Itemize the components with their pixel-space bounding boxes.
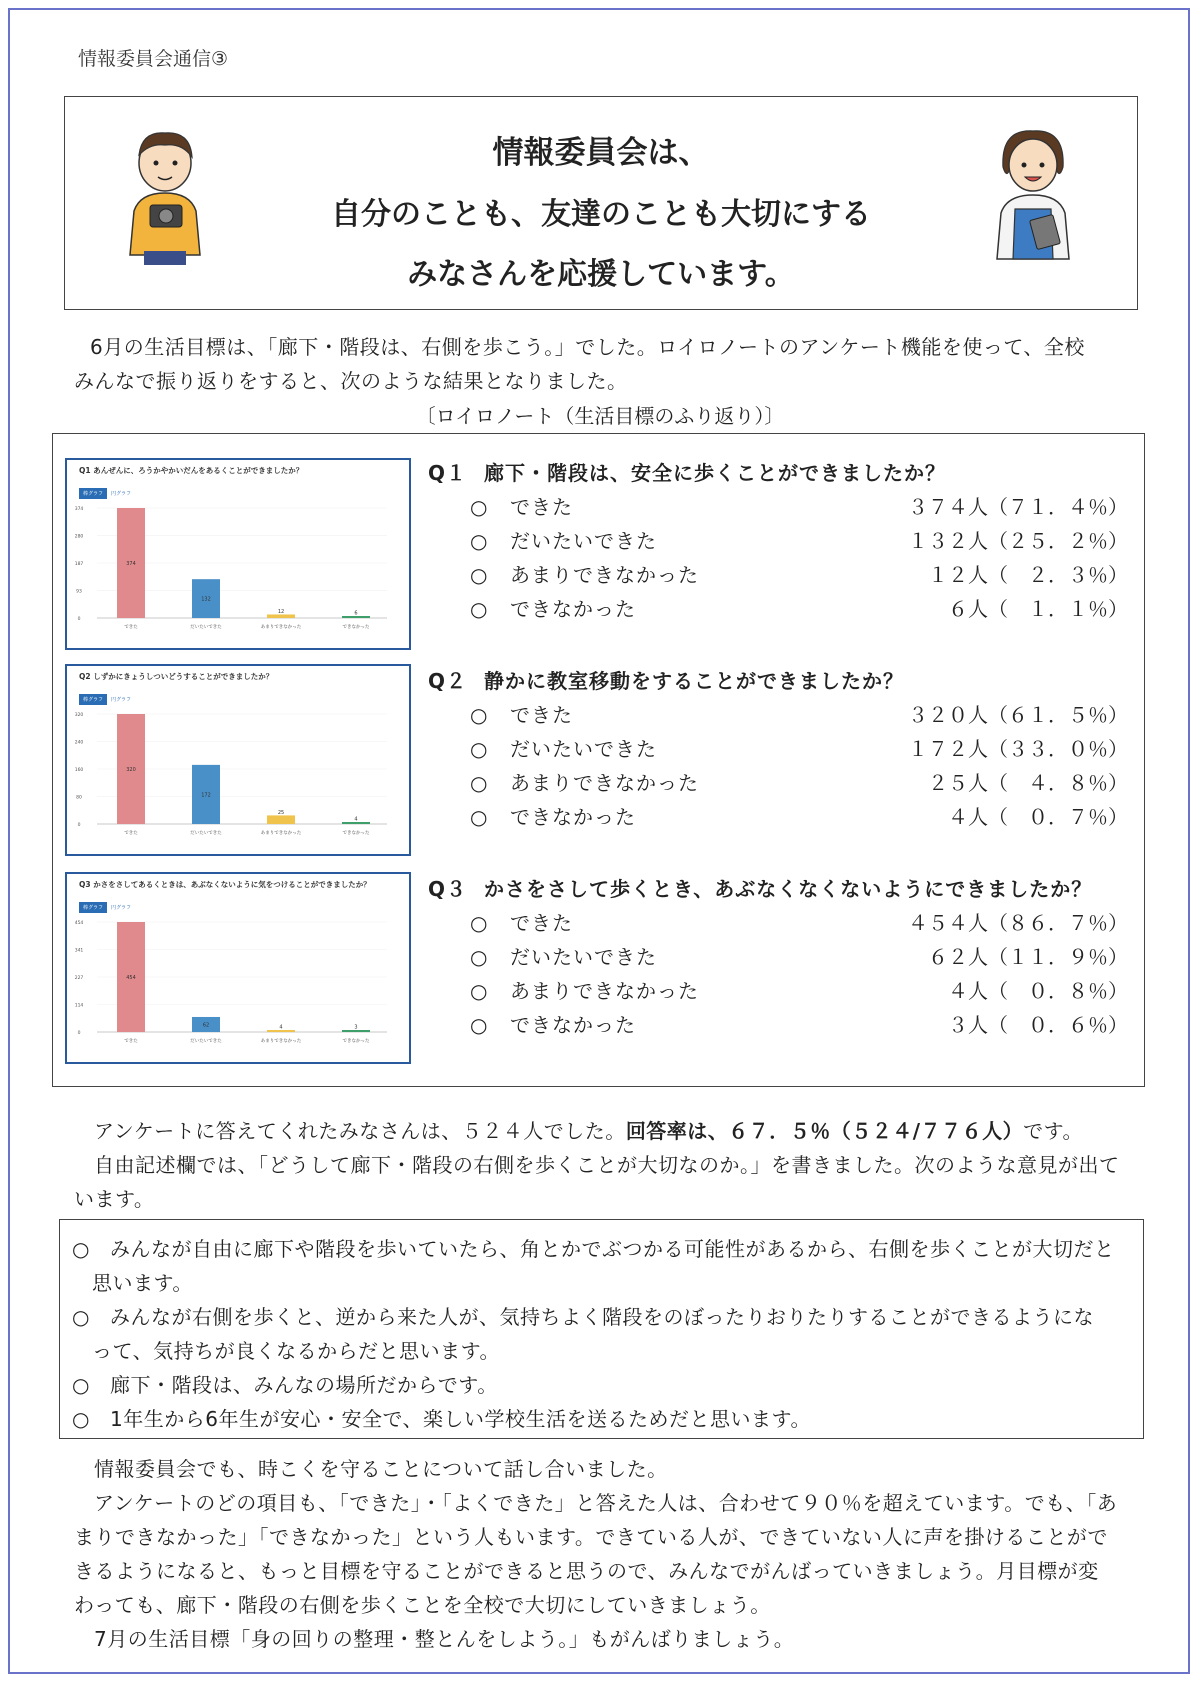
answer-result: ３７４人（７１．４％）: [908, 495, 1128, 519]
answer-result: １７２人（３３．０％）: [908, 737, 1128, 761]
answer-result: ６人（ １．１％）: [948, 597, 1128, 621]
opinion-bullet: ○: [72, 1407, 90, 1431]
y-tick-label: 454: [74, 921, 84, 926]
category-label: あまりできなかった: [260, 1039, 302, 1044]
bar-value-label: 454: [126, 975, 136, 981]
opinion-text: 思います。: [92, 1271, 193, 1295]
answer-bullet: ○: [470, 737, 489, 761]
answer-bullet: ○: [470, 1013, 489, 1037]
opinion-item: [72, 1402, 811, 1436]
answer-result: ４５４人（８６．７％）: [908, 911, 1128, 935]
answer-result: １３２人（２５．２％）: [908, 529, 1128, 553]
category-label: あまりできなかった: [260, 625, 302, 630]
answer-label: できた: [510, 911, 573, 935]
bar-chart: [67, 914, 409, 1062]
answer-row: [428, 906, 1128, 940]
bar-value-label: 4: [354, 816, 358, 823]
bar-graph-tab[interactable]: 棒グラフ: [79, 488, 107, 499]
banner-line-3: みなさんを応援しています。: [407, 257, 795, 292]
opinion-text: 廊下・階段は、みんなの場所だからです。: [110, 1373, 498, 1397]
y-tick-label: 320: [74, 713, 84, 718]
closing-line-5: わっても、廊下・階段の右側を歩くことを全校で大切にしていきましょう。: [74, 1593, 771, 1617]
answer-bullet: ○: [470, 563, 489, 587]
opinion-item-cont: [92, 1334, 500, 1368]
y-tick-label: 374: [74, 507, 84, 512]
y-tick-label: 341: [74, 948, 84, 954]
question-title: [428, 664, 1128, 698]
answer-bullet: ○: [470, 979, 489, 1003]
question-text: 廊下・階段は、安全に歩くことができましたか？: [484, 461, 946, 485]
answer-label: あまりできなかった: [510, 979, 699, 1003]
question-number: Q３: [428, 877, 468, 901]
bar-chart: [67, 500, 409, 648]
y-tick-label: 187: [74, 562, 84, 567]
answer-result: ２５人（ ４．８％）: [928, 771, 1128, 795]
y-tick-label: 240: [74, 740, 84, 746]
bar-value-label: 62: [202, 1022, 210, 1029]
answer-label: できた: [510, 495, 573, 519]
banner-line-2: 自分のことも、友達のことも大切にする: [331, 197, 871, 232]
question-number: Q２: [428, 669, 468, 693]
answer-label: あまりできなかった: [510, 771, 699, 795]
category-label: できた: [124, 1039, 138, 1044]
bar-value-label: 3: [354, 1024, 358, 1031]
answer-label: だいたいできた: [510, 945, 657, 969]
bar-value-label: 320: [126, 767, 136, 773]
bar-value-label: 132: [201, 596, 211, 603]
answer-row: [428, 800, 1128, 834]
closing-line-6: 7月の生活目標「身の回りの整理・整とんをしよう。」もがんばりましょう。: [94, 1627, 795, 1651]
answer-bullet: ○: [470, 529, 489, 553]
results-caption: 〔ロイロノート（生活目標のふり返り）〕: [415, 404, 785, 428]
closing-line-3: まりできなかった」「できなかった」という人もいます。できている人が、できていない人に声を掛けることがで: [74, 1525, 1108, 1549]
answer-row: [428, 766, 1128, 800]
answer-label: できなかった: [510, 805, 636, 829]
question-text: 静かに教室移動をすることができましたか？: [484, 669, 904, 693]
category-label: できた: [124, 831, 138, 836]
y-tick-label: 0: [77, 617, 81, 622]
opinions-box: [59, 1219, 1144, 1439]
answer-row: [428, 490, 1128, 524]
y-tick-label: 0: [77, 823, 81, 828]
category-label: だいたいできた: [190, 831, 222, 836]
y-tick-label: 227: [74, 976, 84, 981]
banner: [64, 96, 1138, 310]
bar-graph-tab[interactable]: 棒グラフ: [79, 902, 107, 913]
category-label: だいたいできた: [190, 1039, 222, 1044]
opinion-item: [72, 1232, 1115, 1266]
question-title: [428, 456, 1128, 490]
y-tick-label: 114: [74, 1003, 84, 1009]
banner-line-1: 情報委員会は、: [492, 135, 710, 171]
category-label: できた: [124, 625, 138, 630]
question-text: かさをさして歩くとき、あぶなくなくないようにできましたか？: [484, 877, 1093, 901]
bar-chart: [67, 706, 409, 854]
pie-graph-tab[interactable]: 円グラフ: [111, 905, 132, 911]
answer-label: できた: [510, 703, 573, 727]
intro-line-1: 6月の生活目標は、「廊下・階段は、右側を歩こう。」でした。ロイロノートのアンケート機能を使って、全校: [90, 335, 1085, 359]
bar-value-label: 172: [201, 792, 211, 799]
results-panel: [52, 433, 1145, 1087]
question-block-q1: [428, 456, 1128, 626]
answer-bullet: ○: [470, 703, 489, 727]
question-block-q2: [428, 664, 1128, 834]
bar-3: [267, 815, 295, 824]
answer-bullet: ○: [470, 911, 489, 935]
summary-line-3: います。: [74, 1187, 155, 1211]
answer-result: ３人（ ０．６％）: [948, 1013, 1128, 1037]
respondent-count: アンケートに答えてくれたみなさんは、５２４人でした。: [94, 1119, 626, 1143]
response-rate: 回答率は、６７．５％（５２４/７７６人）: [625, 1119, 1024, 1143]
opinion-text: みんなが自由に廊下や階段を歩いていたら、角とかでぶつかる可能性があるから、右側を歩くことが大切だと: [110, 1237, 1115, 1261]
opinion-item: [72, 1368, 498, 1402]
answer-bullet: ○: [470, 495, 489, 519]
answer-row: [428, 592, 1128, 626]
category-label: できなかった: [342, 625, 370, 630]
closing-line-2: アンケートのどの項目も、「できた」・「よくできた」と答えた人は、合わせて９０％を超えています。でも、「あ: [94, 1491, 1118, 1515]
opinion-bullet: ○: [72, 1305, 90, 1329]
closing-line-4: きるようになると、もっと目標を守ることができると思うので、みんなでがんばっていきましょう。月目標が変: [74, 1559, 1099, 1583]
answer-row: [428, 524, 1128, 558]
answer-row: [428, 940, 1128, 974]
answer-row: [428, 1008, 1128, 1042]
answer-label: できなかった: [510, 597, 636, 621]
chart-q2: [65, 664, 411, 856]
summary-suffix: です。: [1023, 1119, 1084, 1143]
bar-graph-tab[interactable]: 棒グラフ: [79, 694, 107, 705]
opinion-bullet: ○: [72, 1237, 90, 1261]
y-tick-label: 0: [77, 1031, 81, 1036]
opinion-text: 1年生から6年生が安心・安全で、楽しい学校生活を送るためだと思います。: [110, 1407, 811, 1431]
answer-bullet: ○: [470, 771, 489, 795]
answer-result: １２人（ ２．３％）: [928, 563, 1128, 587]
category-label: できなかった: [342, 831, 370, 836]
answer-row: [428, 558, 1128, 592]
answer-row: [428, 698, 1128, 732]
category-label: あまりできなかった: [260, 831, 302, 836]
bar-value-label: 4: [279, 1024, 283, 1031]
bar-value-label: 6: [354, 610, 358, 617]
answer-row: [428, 732, 1128, 766]
y-tick-label: 80: [76, 795, 82, 801]
pie-graph-tab[interactable]: 円グラフ: [111, 491, 132, 497]
answer-result: ６２人（１１．９％）: [928, 945, 1128, 969]
bar-value-label: 374: [126, 561, 136, 567]
opinion-item-cont: [92, 1266, 193, 1300]
y-tick-label: 160: [74, 768, 84, 773]
category-label: だいたいできた: [190, 625, 222, 630]
answer-label: だいたいできた: [510, 529, 657, 553]
chart-title: Q3 かさをさしてあるくときは、あぶなくないように気をつけることができましたか？: [79, 880, 371, 889]
chart-q3: [65, 872, 411, 1064]
answer-label: できなかった: [510, 1013, 636, 1037]
girl-with-tablet-illustration: [985, 125, 1081, 265]
question-block-q3: [428, 872, 1128, 1042]
chart-q1: [65, 458, 411, 650]
newsletter-title: 情報委員会通信③: [78, 48, 229, 70]
answer-result: ４人（ ０．７％）: [948, 805, 1128, 829]
opinion-item: [72, 1300, 1094, 1334]
y-tick-label: 93: [76, 589, 82, 595]
answer-result: ３２０人（６１．５％）: [908, 703, 1128, 727]
answer-bullet: ○: [470, 597, 489, 621]
summary-line-1: [94, 1114, 1083, 1148]
answer-row: [428, 974, 1128, 1008]
y-tick-label: 280: [74, 534, 84, 540]
bar-value-label: 25: [277, 809, 285, 816]
summary-line-2: 自由記述欄では、「どうして廊下・階段の右側を歩くことが大切なのか。」を書きました。次のような意見が出て: [94, 1153, 1120, 1177]
bar-value-label: 12: [277, 608, 285, 615]
question-number: Q１: [428, 461, 468, 485]
answer-label: だいたいできた: [510, 737, 657, 761]
category-label: できなかった: [342, 1039, 370, 1044]
opinion-text: みんなが右側を歩くと、逆から来た人が、気持ちよく階段をのぼったりおりたりすることができるようにな: [110, 1305, 1094, 1329]
closing-line-1: 情報委員会でも、時こくを守ることについて話し合いました。: [94, 1457, 668, 1481]
chart-title: Q1 あんぜんに、ろうかやかいだんをあるくことができましたか？: [79, 466, 304, 475]
chart-title: Q2 しずかにきょうしついどうすることができましたか？: [79, 672, 274, 681]
intro-line-2: みんなで振り返りをすると、次のような結果となりました。: [74, 369, 628, 393]
answer-bullet: ○: [470, 945, 489, 969]
bar-3: [267, 614, 295, 618]
answer-label: あまりできなかった: [510, 563, 699, 587]
answer-bullet: ○: [470, 805, 489, 829]
pie-graph-tab[interactable]: 円グラフ: [111, 697, 132, 703]
opinion-bullet: ○: [72, 1373, 90, 1397]
question-title: [428, 872, 1128, 906]
answer-result: ４人（ ０．８％）: [948, 979, 1128, 1003]
opinion-text: って、気持ちが良くなるからだと思います。: [92, 1339, 500, 1363]
